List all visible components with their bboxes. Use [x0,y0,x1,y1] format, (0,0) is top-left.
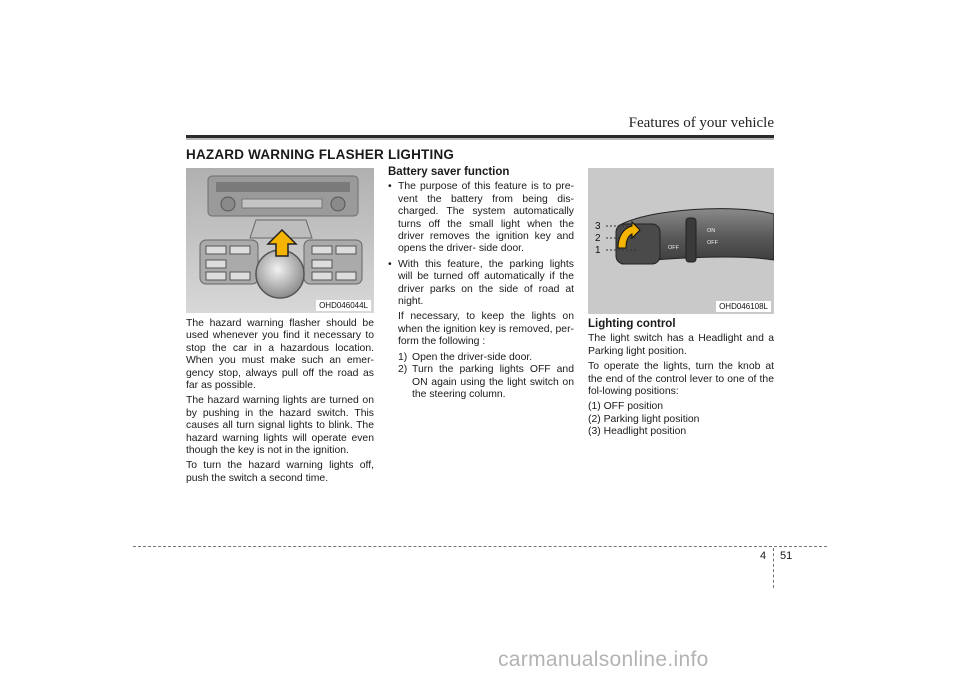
chapter-number: 4 [760,550,767,562]
bullet-dot: • [388,181,392,193]
footer-divider [773,548,774,588]
light-switch-figure [588,168,774,314]
watermark: carmanualsonline.info [498,648,709,671]
page-number: 51 [780,550,793,562]
lighting-control-heading: Lighting control [588,318,676,330]
bullet-dot: • [388,258,392,270]
step-number: 1) [398,351,408,363]
lighting-control-paragraph: To operate the lights, turn the knob at the end of the control lever to one of the fol-lowing positions: [588,361,774,398]
hazard-paragraph: The hazard warning flasher should be used whenever you find it necessary to stop the car in a hazardous location. When you must make such an emer-gency stop, always pull off the road as far as possible. [186,318,374,392]
hazard-body [186,318,374,488]
step-text: Open the driver-side door. [412,351,533,363]
hazard-paragraph: To turn the hazard warning lights off, push the switch a second time. [186,460,374,484]
figure-code: OHD046108L [716,301,771,312]
step-text: Turn the parking lights OFF and ON again using the light switch on the steering column. [412,364,574,400]
lighting-control-paragraph: The light switch has a Headlight and a Parking light position. [588,333,774,357]
hazard-switch-figure [186,168,374,313]
lighting-control-section [588,318,774,439]
callout-2: 2 [595,233,601,244]
battery-saver-note: If necessary, to keep the lights on when the ignition key is removed, per-form the following : [398,311,574,348]
header-rule-shadow [186,138,774,140]
dashboard-illustration [186,168,374,313]
footer-rule [133,546,827,547]
hazard-section-title: HAZARD WARNING FLASHER [186,147,384,162]
step-item [388,352,574,364]
battery-saver-heading: Battery saver function [388,166,510,178]
stalk-label-auto: OFF [668,245,679,251]
step-item [388,364,574,401]
stalk-label-off: OFF [707,240,718,246]
bullet-item [388,259,574,309]
callout-1: 1 [595,245,601,256]
lighting-section-title: LIGHTING [388,147,455,162]
callout-3: 3 [595,221,601,232]
position-item: (2) Parking light position [588,413,700,425]
stalk-label-on: ON [707,228,716,234]
bullet-item [388,181,574,255]
bullet-text: The purpose of this feature is to pre-vent the battery from being dis-charged. The system automatically turns off the small light when the driver removes the ignition key and opens the driver- side door. [398,181,574,255]
bullet-text: With this feature, the parking lights will be turned off automatically if the driver parks on the side of road at night. [398,258,574,308]
figure-code: OHD046044L [316,300,371,311]
battery-saver-section [388,166,574,401]
step-number: 2) [398,364,408,376]
stalk-illustration [588,168,774,314]
hazard-paragraph: The hazard warning lights are turned on by pushing in the hazard switch. This causes all turn signal lights to blink. The hazard warning lights will operate even though the key is not in the ignition. [186,395,374,457]
running-header: Features of your vehicle [628,115,774,131]
position-item: (1) OFF position [588,401,664,413]
position-item: (3) Headlight position [588,426,687,438]
